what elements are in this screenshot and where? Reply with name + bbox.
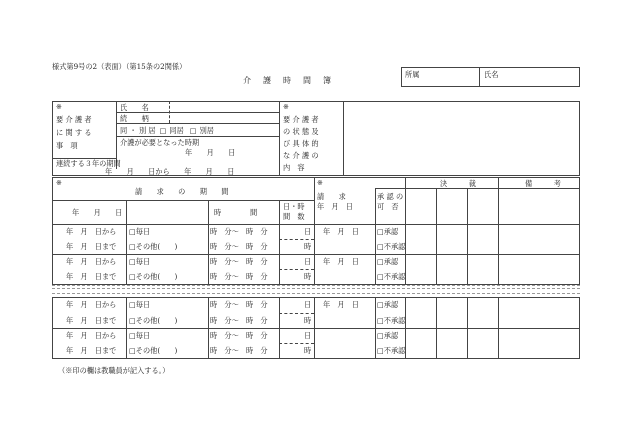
form-title: 介 護 時 間 簿 [243,76,333,85]
daily-option-1[interactable]: □毎日 [129,227,151,236]
col-days-header-2: 間 数 [283,212,305,221]
dept-label: 所属 [405,70,420,79]
col-time-header: 時 間 [214,208,258,217]
care-name-label: 氏 名 [120,103,149,112]
from-date-2[interactable]: 年 月 日から [66,257,117,266]
remarks-header: 備 考 [525,179,561,188]
approval-header-1: 承 認 の [377,192,404,201]
hour-unit-1: 時 [304,242,312,251]
request-date-2[interactable]: 年 月 日 [323,257,359,266]
other-option-3[interactable]: □その他( ) [129,316,178,325]
reject-1[interactable]: □不承認 [377,242,406,251]
request-date-3[interactable]: 年 月 日 [323,300,359,309]
period-header: 請 求 の 期 間 [135,187,229,196]
to-date-2[interactable]: 年 月 日まで [66,272,117,281]
approval-header-2: 可 否 [377,202,399,211]
other-option-4[interactable]: □その他( ) [129,346,178,355]
relation-label: 続 柄 [120,114,149,123]
condition-content-area[interactable] [344,102,579,175]
condition-line-3: び 具 体 的 [283,139,319,148]
mark-condition: ※ [283,102,290,111]
time-range-3b[interactable]: 時 分～ 時 分 [210,316,268,325]
caretaker-heading-2: に 関 す る [56,128,92,137]
daily-option-4[interactable]: □毎日 [129,331,151,340]
mark-period: ※ [56,178,63,187]
time-range-2a[interactable]: 時 分～ 時 分 [210,257,268,266]
other-option-2[interactable]: □その他( ) [129,272,178,281]
care-needed-date[interactable]: 年 月 日 [185,148,236,157]
other-option-1[interactable]: □その他( ) [129,242,178,251]
condition-line-5: 内 容 [283,163,305,172]
request-date-header: 年 月 日 [317,202,353,211]
living-same-checkbox[interactable]: □ [159,126,167,135]
to-date-3[interactable]: 年 月 日まで [66,316,117,325]
approve-4[interactable]: □承認 [377,331,399,340]
reject-2[interactable]: □不承認 [377,272,406,281]
col-ymd-header: 年 月 日 [72,208,123,217]
hour-unit-3: 時 [304,316,312,325]
care-needed-label: 介護が必要となった時期 [120,138,200,147]
day-unit-1: 日 [304,227,312,236]
three-years-label: 連続する３年の期間 [56,159,121,168]
time-range-4b[interactable]: 時 分～ 時 分 [210,346,268,355]
living-row: 同 ・ 別 居 □ 同居 □ 別居 [120,126,214,135]
reject-3[interactable]: □不承認 [377,316,406,325]
request-date-1[interactable]: 年 月 日 [323,227,359,236]
time-range-3a[interactable]: 時 分～ 時 分 [210,300,268,309]
condition-line-1: 要 介 護 者 [283,115,319,124]
mark-left: ※ [56,102,63,111]
col-days-header-1: 日・時 [283,202,305,211]
daily-option-3[interactable]: □毎日 [129,300,151,309]
hour-unit-2: 時 [304,272,312,281]
day-unit-2: 日 [304,257,312,266]
form-code: 様式第9号の2（表面）（第15条の2関係） [52,62,187,71]
condition-line-2: の 状 態 及 [283,127,319,136]
daily-option-2[interactable]: □毎日 [129,257,151,266]
day-unit-4: 日 [304,331,312,340]
from-date-1[interactable]: 年 月 日から [66,227,117,236]
three-years-period[interactable]: 年 月 日から 年 月 日 [105,167,235,176]
hour-unit-4: 時 [304,346,312,355]
request-header: 請 求 [317,192,346,201]
reject-4[interactable]: □不承認 [377,346,406,355]
day-unit-3: 日 [304,300,312,309]
caretaker-heading-1: 要 介 護 者 [56,115,92,124]
approve-2[interactable]: □承認 [377,257,399,266]
condition-line-4: な 介 護 の [283,151,319,160]
decision-header: 決 裁 [440,179,476,188]
living-separate-checkbox[interactable]: □ [189,126,197,135]
time-range-4a[interactable]: 時 分～ 時 分 [210,331,268,340]
time-range-2b[interactable]: 時 分～ 時 分 [210,272,268,281]
from-date-4[interactable]: 年 月 日から [66,331,117,340]
mark-request: ※ [317,178,324,187]
time-range-1b[interactable]: 時 分～ 時 分 [210,242,268,251]
to-date-1[interactable]: 年 月 日まで [66,242,117,251]
time-range-1a[interactable]: 時 分～ 時 分 [210,227,268,236]
to-date-4[interactable]: 年 月 日まで [66,346,117,355]
footnote: （※印の欄は教職員が記入する。） [58,366,170,375]
caretaker-heading-3: 事 項 [56,141,78,150]
name-label: 氏名 [484,70,499,79]
approve-3[interactable]: □承認 [377,300,399,309]
approve-1[interactable]: □承認 [377,227,399,236]
from-date-3[interactable]: 年 月 日から [66,300,117,309]
